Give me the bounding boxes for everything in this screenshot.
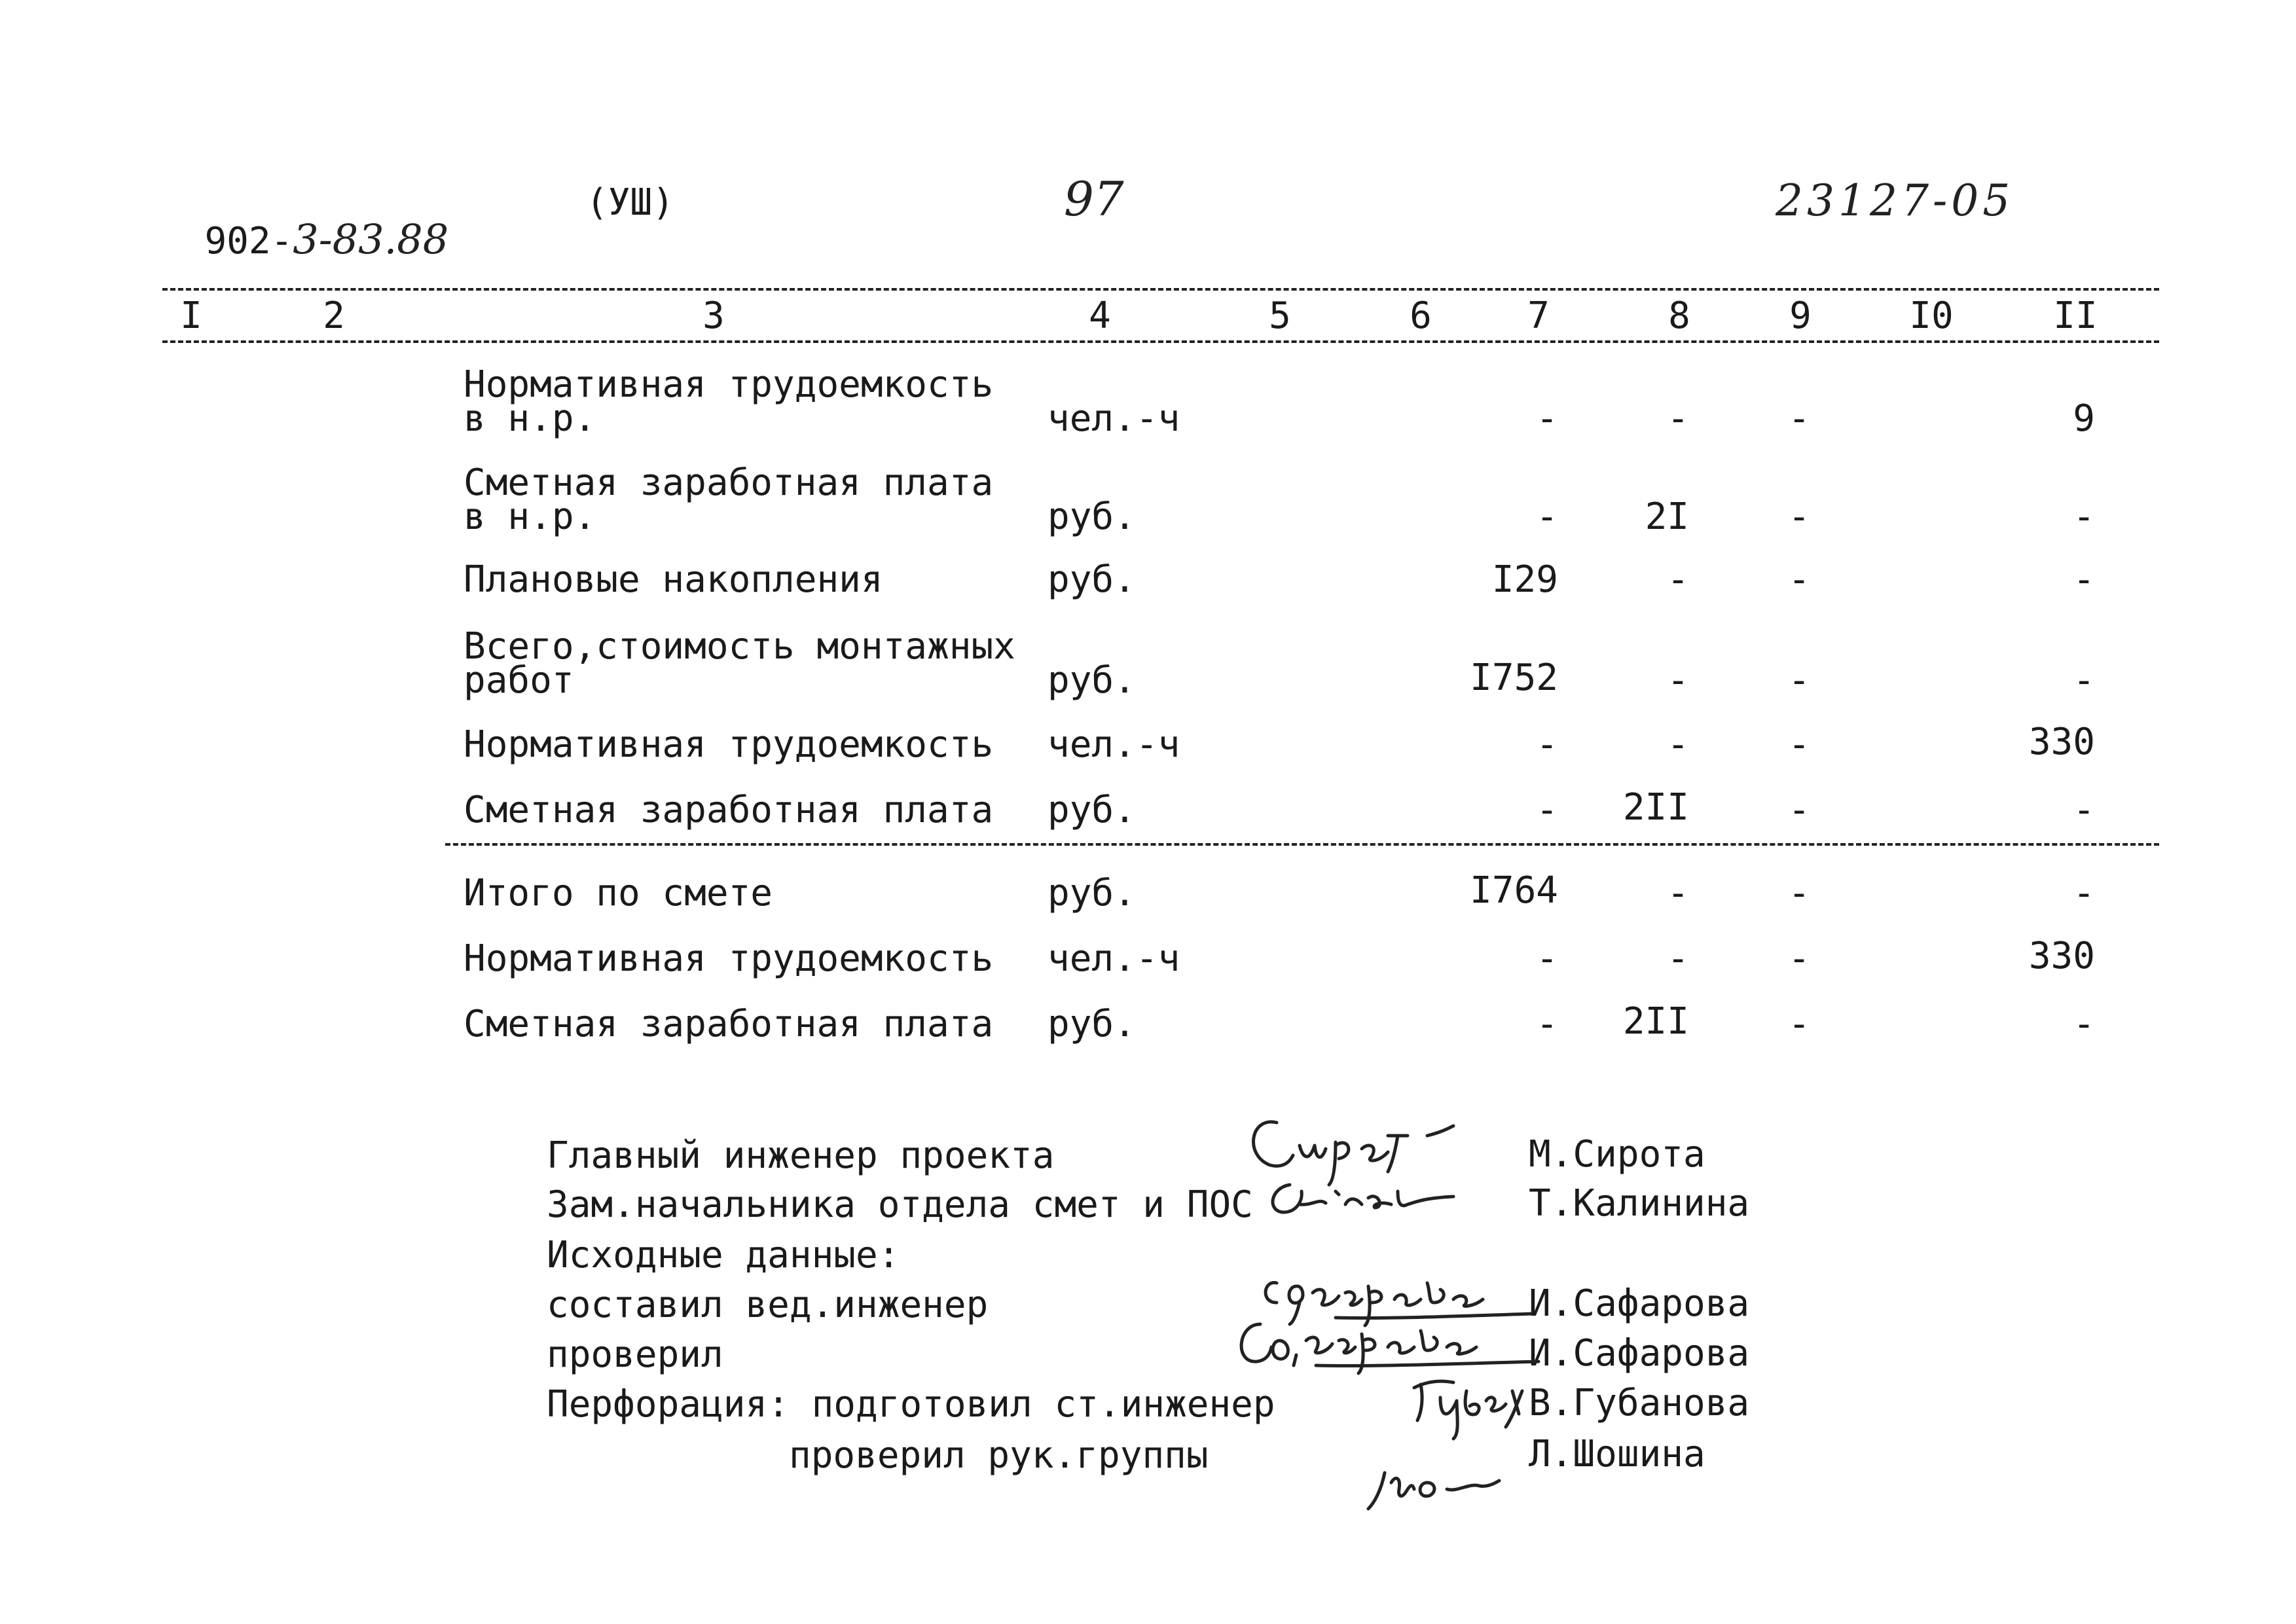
signature-mark-sirota: [1237, 1110, 1473, 1182]
row-label-line: работ: [464, 659, 574, 702]
signature-mark-safarova-2: [1231, 1314, 1545, 1373]
signature-name: И.Сафарова: [1529, 1332, 1750, 1375]
col-header-6: 6: [1410, 295, 1432, 337]
row-col11: 9: [2073, 397, 2095, 440]
doc-code-printed: 902-: [204, 220, 293, 262]
row-label-line: Сметная заработная плата: [464, 789, 994, 831]
row-unit: чел.-ч: [1048, 937, 1180, 980]
signature-name: И.Сафарова: [1529, 1282, 1750, 1325]
row-col8: 2II: [1622, 786, 1689, 829]
doc-number: 23127-05: [1776, 175, 2014, 226]
row-col9: -: [1788, 659, 1810, 702]
row-col8: -: [1667, 659, 1689, 702]
row-label-line: в н.р.: [464, 397, 596, 440]
row-unit: руб.: [1048, 659, 1136, 702]
row-col9: -: [1788, 872, 1810, 914]
row-unit: чел.-ч: [1048, 397, 1180, 440]
row-col11: -: [2073, 1003, 2095, 1045]
signature-name: Л.Шошина: [1529, 1433, 1705, 1475]
row-unit: руб.: [1048, 1003, 1136, 1045]
signature-role: составил вед.инженер: [547, 1284, 989, 1326]
header-bottom-rule: [162, 340, 2159, 343]
col-header-1: I: [180, 295, 202, 337]
series-label: (УШ): [586, 181, 674, 224]
col-header-2: 2: [323, 295, 345, 337]
row-label-line: Сметная заработная плата: [464, 1003, 994, 1045]
row-col11: 330: [2028, 935, 2095, 977]
row-col8: -: [1667, 937, 1689, 980]
totals-separator: [445, 843, 2159, 846]
col-header-4: 4: [1089, 295, 1111, 337]
row-unit: руб.: [1048, 496, 1136, 538]
row-col8: -: [1667, 872, 1689, 914]
row-col7: I29: [1491, 558, 1558, 601]
col-header-10: I0: [1909, 295, 1954, 337]
row-col8: -: [1667, 558, 1689, 601]
row-col7: -: [1536, 1003, 1558, 1045]
row-col9: -: [1788, 1003, 1810, 1045]
signature-name: Т.Калинина: [1529, 1182, 1750, 1225]
row-col7: -: [1536, 397, 1558, 440]
row-label-line: Нормативная трудоемкость: [464, 363, 994, 406]
row-col7: I764: [1470, 869, 1558, 912]
row-col7: -: [1536, 723, 1558, 766]
signature-role: Зам.начальника отдела смет и ПОС: [547, 1183, 1253, 1226]
col-header-5: 5: [1269, 295, 1291, 337]
row-label-line: Нормативная трудоемкость: [464, 723, 994, 766]
row-col9: -: [1788, 558, 1810, 601]
signature-mark-kalinina: [1264, 1172, 1473, 1224]
col-header-8: 8: [1668, 295, 1690, 337]
row-unit: руб.: [1048, 789, 1136, 831]
signature-mark-gubanova: [1401, 1368, 1532, 1440]
col-header-7: 7: [1527, 295, 1550, 337]
row-label-line: Плановые накопления: [464, 558, 883, 601]
col-header-3: 3: [702, 295, 725, 337]
row-label-line: Всего,стоимость монтажных: [464, 625, 1015, 668]
doc-code: [160, 185, 449, 263]
signature-role: Главный инженер проекта: [547, 1134, 1055, 1177]
row-label-line: Итого по смете: [464, 872, 773, 914]
row-col9: -: [1788, 496, 1810, 538]
signature-role: проверил рук.группы: [789, 1434, 1209, 1477]
row-col9: -: [1788, 723, 1810, 766]
row-col8: 2II: [1622, 1000, 1689, 1043]
row-col7: -: [1536, 789, 1558, 831]
row-col9: -: [1788, 789, 1810, 831]
row-col11: -: [2073, 558, 2095, 601]
row-unit: руб.: [1048, 872, 1136, 914]
col-header-11: II: [2053, 295, 2098, 337]
signature-role: Исходные данные:: [547, 1234, 900, 1276]
row-col8: -: [1667, 397, 1689, 440]
row-unit: чел.-ч: [1048, 723, 1180, 766]
signature-name: В.Губанова: [1529, 1382, 1750, 1424]
signature-mark-shoshina: [1365, 1453, 1522, 1519]
row-col11: -: [2073, 789, 2095, 831]
row-label-line: Нормативная трудоемкость: [464, 937, 994, 980]
header-top-rule: [162, 288, 2159, 291]
signature-role: Перфорация: подготовил ст.инженер: [547, 1383, 1275, 1426]
col-header-9: 9: [1789, 295, 1812, 337]
row-col8: -: [1667, 723, 1689, 766]
row-col7: -: [1536, 937, 1558, 980]
doc-code-handwritten: 3-83.88: [293, 215, 449, 263]
signature-name: М.Сирота: [1529, 1133, 1705, 1176]
row-unit: руб.: [1048, 558, 1136, 601]
row-col11: -: [2073, 872, 2095, 914]
row-col7: I752: [1470, 657, 1558, 699]
signature-role: проверил: [547, 1333, 723, 1376]
row-col11: -: [2073, 496, 2095, 538]
page-number: 97: [1064, 171, 1124, 226]
row-col11: 330: [2028, 721, 2095, 763]
row-col9: -: [1788, 397, 1810, 440]
row-col7: -: [1536, 496, 1558, 538]
row-col9: -: [1788, 937, 1810, 980]
row-col8: 2I: [1645, 496, 1689, 538]
row-label-line: Сметная заработная плата: [464, 461, 994, 504]
row-label-line: в н.р.: [464, 496, 596, 538]
row-col11: -: [2073, 659, 2095, 702]
